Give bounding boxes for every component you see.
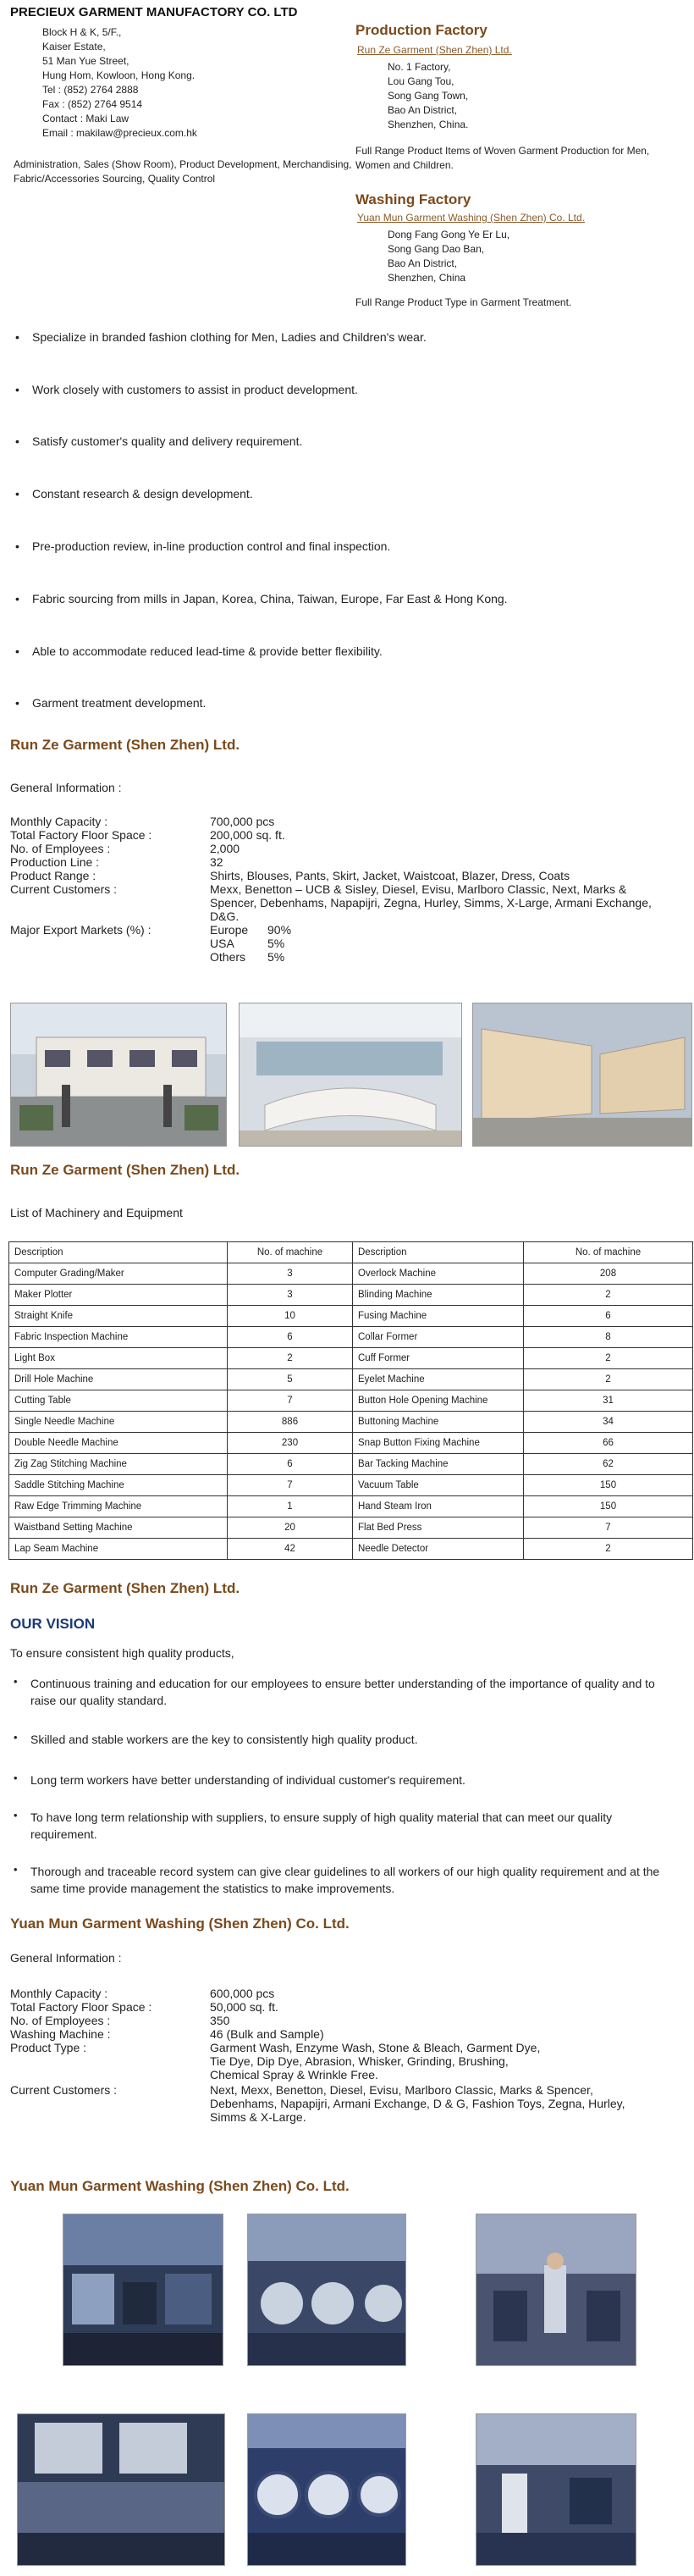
contact-line: Contact : Maki Law	[42, 113, 129, 124]
washing-floor-illustration	[63, 2214, 223, 2365]
info-value: 46 (Bulk and Sample)	[210, 2027, 324, 2041]
info-key: Major Export Markets (%) :	[10, 923, 151, 937]
processing-area-illustration	[476, 2414, 636, 2565]
machine-description: Drill Hole Machine	[9, 1369, 228, 1390]
washing-factory-description: Full Range Product Type in Garment Treatment.	[355, 296, 572, 308]
table-row	[9, 1263, 693, 1285]
machine-count: 31	[524, 1390, 693, 1412]
info-key: Product Type :	[10, 2041, 87, 2054]
dryer-room-photo	[17, 2413, 225, 2566]
machine-count: 5	[228, 1369, 353, 1390]
machine-description: Eyelet Machine	[353, 1369, 524, 1390]
machine-description: Buttoning Machine	[353, 1412, 524, 1433]
machine-count: 66	[524, 1433, 693, 1454]
machine-description: Cuff Former	[353, 1348, 524, 1369]
services-text: Administration, Sales (Show Room), Product Development, Merchandising, Fabric/Accessories Sourcing, Quality Control	[14, 158, 352, 185]
info-value: Debenhams, Napapijri, Armani Exchange, D & G, Fashion Toys, Zegna, Hurley,	[210, 2097, 625, 2110]
info-key: Monthly Capacity :	[10, 1987, 108, 2000]
washing-floor-photo	[63, 2214, 223, 2366]
dryer-room-illustration	[18, 2414, 224, 2565]
info-key: No. of Employees :	[10, 2014, 111, 2027]
washing-machines-photo	[247, 2214, 406, 2366]
table-row	[9, 1475, 693, 1496]
info-value: Spencer, Debenhams, Napapijri, Zegna, Hurley, Simms, X-Large, Armani Exchange,	[210, 896, 652, 909]
table-row	[9, 1496, 693, 1517]
general-info-label: General Information :	[10, 781, 122, 794]
machine-description: Light Box	[9, 1348, 228, 1369]
info-value: Mexx, Benetton – UCB & Sisley, Diesel, Evisu, Marlboro Classic, Next, Marks &	[210, 882, 627, 896]
machine-description: Bar Tacking Machine	[353, 1454, 524, 1475]
info-value: Shirts, Blouses, Pants, Skirt, Jacket, Waistcoat, Blazer, Dress, Coats	[210, 869, 570, 882]
info-value: Simms & X-Large.	[210, 2110, 306, 2124]
industrial-washers-illustration	[248, 2414, 405, 2565]
machine-description: Waistband Setting Machine	[9, 1517, 228, 1539]
machine-description: Computer Grading/Maker	[9, 1263, 228, 1285]
machine-count: 208	[524, 1263, 693, 1285]
info-value: Garment Wash, Enzyme Wash, Stone & Bleach, Garment Dye,	[210, 2041, 541, 2054]
table-row	[9, 1285, 693, 1306]
machine-description: Cutting Table	[9, 1390, 228, 1412]
info-value: 2,000	[210, 842, 240, 855]
info-value: 200,000 sq. ft.	[210, 828, 285, 842]
machine-count: 230	[228, 1433, 353, 1454]
machine-count: 42	[228, 1539, 353, 1560]
factory-gate-photo	[10, 1003, 227, 1147]
washing-machines-illustration	[248, 2214, 405, 2365]
address-line: Bao An District,	[388, 104, 458, 116]
machine-description: Overlock Machine	[353, 1263, 524, 1285]
market-percent: 5%	[267, 950, 285, 964]
production-factory-link[interactable]: Run Ze Garment (Shen Zhen) Ltd.	[357, 44, 512, 56]
washing-factory-title: Washing Factory	[355, 191, 471, 207]
info-value: D&G.	[210, 909, 240, 923]
showroom-illustration	[240, 1003, 461, 1146]
company-name: PRECIEUX GARMENT MANUFACTORY CO. LTD	[10, 5, 298, 19]
column-header: Description	[353, 1242, 524, 1263]
processing-area-photo	[476, 2413, 636, 2566]
machine-description: Snap Button Fixing Machine	[353, 1433, 524, 1454]
address-line: Shenzhen, China.	[388, 119, 469, 130]
market-region: USA	[210, 937, 234, 950]
yuanmun-photos-title: Yuan Mun Garment Washing (Shen Zhen) Co. Ltd.	[10, 2178, 350, 2194]
table-row	[9, 1412, 693, 1433]
machine-count: 10	[228, 1306, 353, 1327]
info-key: Product Range :	[10, 869, 96, 882]
machine-description: Lap Seam Machine	[9, 1539, 228, 1560]
worker-illustration	[476, 2214, 636, 2365]
machine-count: 2	[524, 1369, 693, 1390]
vision-intro: To ensure consistent high quality products,	[10, 1646, 234, 1660]
runze-info-block	[10, 815, 679, 984]
machine-count: 20	[228, 1517, 353, 1539]
machine-description: Double Needle Machine	[9, 1433, 228, 1454]
column-header: No. of machine	[524, 1242, 693, 1263]
production-factory-title: Production Factory	[355, 22, 487, 38]
vision-title: OUR VISION	[10, 1616, 96, 1632]
table-row	[9, 1539, 693, 1560]
machinery-table-wrap	[8, 1241, 693, 1560]
address-line: Hung Hom, Kowloon, Hong Kong.	[42, 69, 196, 81]
info-value: Chemical Spray & Wrinkle Free.	[210, 2068, 378, 2081]
machine-description: Blinding Machine	[353, 1285, 524, 1306]
machine-count: 6	[524, 1306, 693, 1327]
machine-description: Hand Steam Iron	[353, 1496, 524, 1517]
machine-count: 3	[228, 1285, 353, 1306]
table-header-row	[9, 1242, 693, 1263]
machinery-table	[8, 1241, 693, 1560]
factory-buildings-illustration	[473, 1003, 691, 1146]
machine-description: Flat Bed Press	[353, 1517, 524, 1539]
market-region: Others	[210, 950, 246, 964]
machine-count: 3	[228, 1263, 353, 1285]
machine-count: 150	[524, 1475, 693, 1496]
yuanmun-general-label: General Information :	[10, 1951, 122, 1965]
address-line: Bao An District,	[388, 257, 458, 269]
industrial-washers-photo	[247, 2413, 406, 2566]
info-key: Current Customers :	[10, 2083, 118, 2097]
machine-count: 6	[228, 1327, 353, 1348]
info-key: No. of Employees :	[10, 842, 111, 855]
machine-description: Zig Zag Stitching Machine	[9, 1454, 228, 1475]
info-value: 350	[210, 2014, 230, 2027]
factory-gate-illustration	[11, 1003, 226, 1146]
address-line: Shenzhen, China	[388, 272, 466, 284]
info-key: Current Customers :	[10, 882, 118, 896]
machine-count: 886	[228, 1412, 353, 1433]
table-row	[9, 1327, 693, 1348]
production-factory-address	[388, 60, 468, 132]
address-line: Song Gang Town,	[388, 90, 469, 102]
address-line: Song Gang Dao Ban,	[388, 243, 485, 255]
table-row	[9, 1369, 693, 1390]
company-address	[42, 25, 197, 141]
market-region: Europe	[210, 923, 249, 937]
machine-description: Collar Former	[353, 1327, 524, 1348]
machine-description: Single Needle Machine	[9, 1412, 228, 1433]
machine-count: 1	[228, 1496, 353, 1517]
info-value: 700,000 pcs	[210, 815, 275, 828]
info-value: 600,000 pcs	[210, 1987, 275, 2000]
info-key: Production Line :	[10, 855, 100, 869]
info-key: Monthly Capacity :	[10, 815, 108, 828]
table-row	[9, 1348, 693, 1369]
info-value: 50,000 sq. ft.	[210, 2000, 278, 2014]
machine-count: 7	[228, 1390, 353, 1412]
address-line: Lou Gang Tou,	[388, 75, 454, 87]
info-value: Tie Dye, Dip Dye, Abrasion, Whisker, Grinding, Brushing,	[210, 2054, 509, 2068]
email-line: Email : makilaw@precieux.com.hk	[42, 127, 197, 139]
machine-description: Fabric Inspection Machine	[9, 1327, 228, 1348]
info-key: Total Factory Floor Space :	[10, 2000, 152, 2014]
address-line: 51 Man Yue Street,	[42, 55, 129, 67]
address-line: Dong Fang Gong Ye Er Lu,	[388, 229, 510, 240]
machine-description: Vacuum Table	[353, 1475, 524, 1496]
machine-description: Saddle Stitching Machine	[9, 1475, 228, 1496]
machinery-subtitle: List of Machinery and Equipment	[10, 1206, 183, 1219]
machine-count: 34	[524, 1412, 693, 1433]
yuanmun-info-block	[10, 1987, 679, 2148]
info-key: Washing Machine :	[10, 2027, 111, 2041]
yuanmun-section-title: Yuan Mun Garment Washing (Shen Zhen) Co. Ltd.	[10, 1915, 350, 1932]
machine-count: 2	[228, 1348, 353, 1369]
machine-description: Raw Edge Trimming Machine	[9, 1496, 228, 1517]
column-header: No. of machine	[228, 1242, 353, 1263]
address-line: Block H & K, 5/F.,	[42, 26, 122, 38]
machine-count: 2	[524, 1539, 693, 1560]
column-header: Description	[9, 1242, 228, 1263]
runze-section-title: Run Ze Garment (Shen Zhen) Ltd.	[10, 737, 240, 753]
table-row	[9, 1433, 693, 1454]
washing-factory-link[interactable]: Yuan Mun Garment Washing (Shen Zhen) Co. Ltd.	[357, 212, 586, 224]
market-percent: 5%	[267, 937, 285, 950]
vision-company-title: Run Ze Garment (Shen Zhen) Ltd.	[10, 1580, 240, 1596]
showroom-photo	[239, 1003, 462, 1147]
table-row	[9, 1390, 693, 1412]
machine-count: 62	[524, 1454, 693, 1475]
machine-description: Button Hole Opening Machine	[353, 1390, 524, 1412]
info-value: Next, Mexx, Benetton, Diesel, Evisu, Marlboro Classic, Marks & Spencer,	[210, 2083, 593, 2097]
machine-count: 6	[228, 1454, 353, 1475]
info-value: 32	[210, 855, 223, 869]
machine-count: 8	[524, 1327, 693, 1348]
machinery-section-title: Run Ze Garment (Shen Zhen) Ltd.	[10, 1162, 240, 1178]
tel-line: Tel : (852) 2764 2888	[42, 84, 139, 96]
table-row	[9, 1454, 693, 1475]
address-line: Kaiser Estate,	[42, 41, 106, 53]
factory-buildings-photo	[472, 1003, 692, 1147]
machine-description: Maker Plotter	[9, 1285, 228, 1306]
table-row	[9, 1306, 693, 1327]
info-key: Total Factory Floor Space :	[10, 828, 152, 842]
worker-photo	[476, 2214, 636, 2366]
address-line: No. 1 Factory,	[388, 61, 451, 73]
machine-count: 2	[524, 1285, 693, 1306]
market-percent: 90%	[267, 923, 292, 937]
table-row	[9, 1517, 693, 1539]
machine-count: 7	[524, 1517, 693, 1539]
machine-count: 150	[524, 1496, 693, 1517]
machine-count: 2	[524, 1348, 693, 1369]
machine-count: 7	[228, 1475, 353, 1496]
production-factory-description: Full Range Product Items of Woven Garment Production for Men, Women and Children.	[355, 145, 650, 171]
machine-description: Needle Detector	[353, 1539, 524, 1560]
washing-factory-address	[388, 228, 509, 285]
fax-line: Fax : (852) 2764 9514	[42, 98, 143, 110]
machine-description: Straight Knife	[9, 1306, 228, 1327]
machine-description: Fusing Machine	[353, 1306, 524, 1327]
